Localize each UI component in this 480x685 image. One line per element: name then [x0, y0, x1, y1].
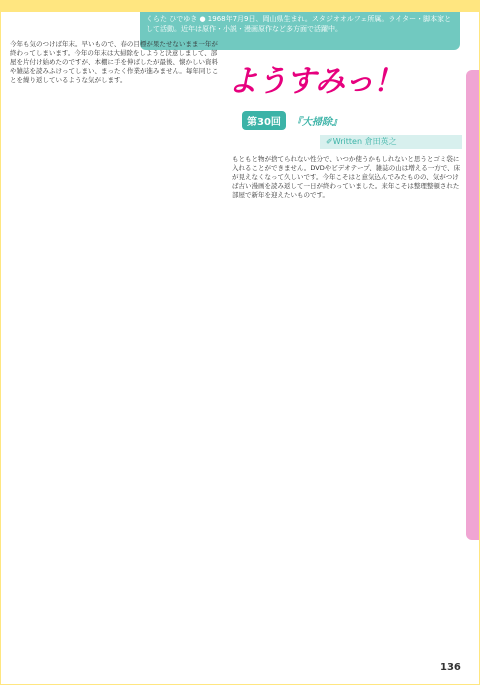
column-title: ようすみっ！: [228, 64, 402, 99]
issue-number: 第30回: [242, 111, 286, 130]
issue-theme: 『大掃除』: [291, 116, 342, 128]
column-title-area: [228, 56, 460, 110]
body-text-left: 今年も気のつけば年末。早いもので、春の目標が果たせないまま一年が終わってしまいます。今年の年末は大掃除をしようと決意しまして、部屋を片付け始めたのですが、本棚に手を伸ばしたが最後、懐かしい資料や雑誌を読みふけってしまい、まったく作業が進みません。毎年同じことを繰り返しているような気がします。: [10, 40, 219, 84]
top-color-band: [0, 0, 480, 12]
body-text-right: もともと物が捨てられない性分で、いつか使うかもしれないと思うとゴミ袋に入れることができません。DVDやビデオテープ、雑誌の山は増える一方で、床が見えなくなって久しいです。今年こそはと意気込んでみたものの、気がつけば古い漫画を読み返して一日が終わっていました。来年こそは整理整頓された部屋で新年を迎えたいものです。: [232, 155, 461, 199]
side-tab-decoration: [466, 70, 480, 540]
issue-label: [242, 110, 382, 130]
author-profile-text: くらた ひでゆき ● 1968年7月9日、岡山県生まれ。スタジオオルフェ所属。ライター・脚本家として活動。近年は原作・小説・漫画原作など多方面で活躍中。: [146, 15, 452, 33]
page-number: 136: [440, 662, 461, 673]
author-byline: ✐Written 倉田英之: [320, 135, 462, 149]
